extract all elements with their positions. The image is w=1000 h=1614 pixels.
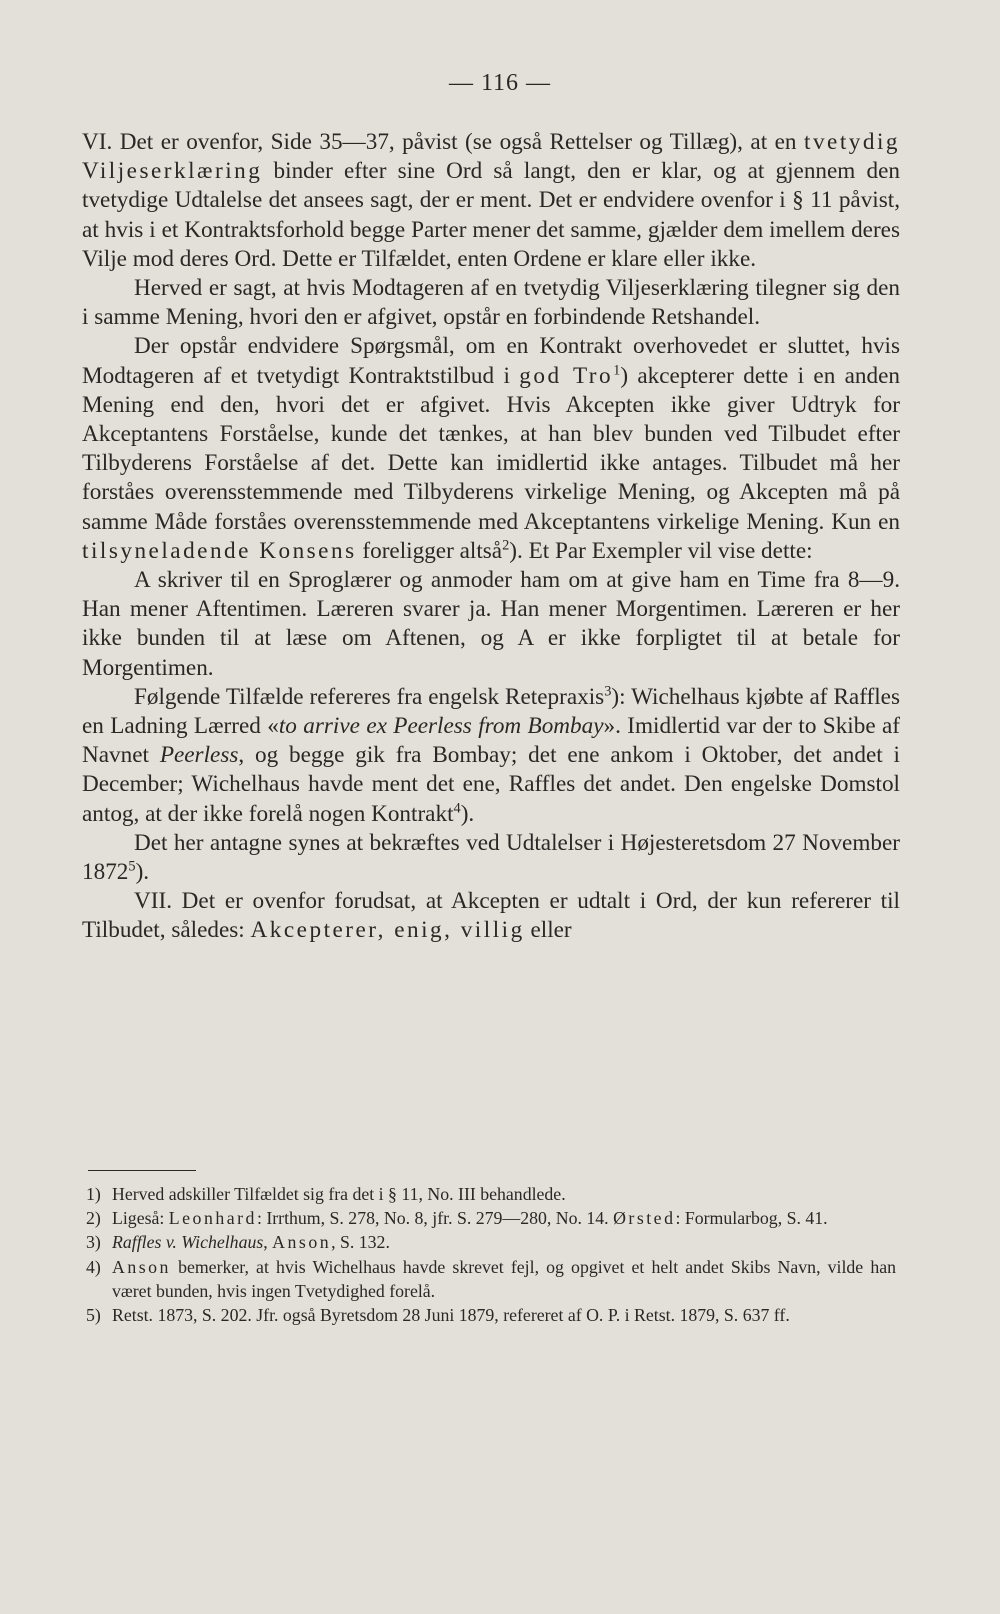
- text-run: , og begge gik fra Bombay; det ene ankom i Oktober, det andet i December; Wichelhaus havde ment det ene, Raffles det andet. Den engelske Domstol antog, at der ikke forelå nogen Kontrakt: [82, 742, 900, 827]
- footnote-ref: 2: [502, 537, 510, 554]
- text-run: Følgende Tilfælde refereres fra engelsk Retepraxis: [134, 683, 605, 710]
- paragraph: [82, 683, 900, 829]
- spaced-text: tvetydig Viljeserklæring: [82, 129, 900, 185]
- text-run: : Irrthum, S. 278, No. 8, jfr. S. 279—280, No. 14.: [256, 1208, 614, 1229]
- footnote-marker: 3): [86, 1232, 101, 1253]
- footnote-marker: 2): [86, 1208, 101, 1229]
- text-run: Ligeså:: [112, 1208, 169, 1229]
- footnote: [86, 1255, 896, 1303]
- spaced-text: Akcepterer, enig, villig: [250, 917, 525, 944]
- text-run: ,: [263, 1232, 273, 1253]
- text-run: binder efter sine Ord så langt, den er klar, og at gjennem den tvetydige Udtalelse det ansees sagt, der er ment. Det er endvidere ovenfor i § 11 påvist, at hvis i et Kontraktsforhold begge Parter mener det samme, gjælder dem imellem deres Vilje mod deres Ord. Dette er Tilfældet, enten Ordene er klare eller ikke.: [82, 158, 900, 272]
- text-run: Der opstår endvidere Spørgsmål, om en Kontrakt overhovedet er sluttet, hvis Modtageren af et tvetydigt Kontraktstilbud i: [82, 333, 900, 389]
- paragraph: [82, 887, 900, 945]
- text-run: Herved er sagt, at hvis Modtageren af en tvetydig Viljeserklæring tilegner sig den i samme Mening, hvori den er afgivet, opstår en forbindende Retshandel.: [82, 275, 900, 331]
- text-run: Retst. 1873, S. 202. Jfr. også Byretsdom 28 Juni 1879, refereret af O. P. i Retst. 1879, S. 637 ff.: [112, 1305, 790, 1326]
- text-run: ).: [135, 859, 150, 886]
- text-run: ) akcepterer dette i en anden Mening end den, hvori det er afgivet. Hvis Akcepten ikke giver Udtryk for Akceptantens Forståelse, kunde det tænkes, at han blev bunden ved Tilbudet efter Tilbyderens Forståelse af det. Dette kan imidlertid ikke antages. Tilbudet må her forståes overensstemmende med Tilbyderens virkelige Mening, og Akcepten må på samme Måde forståes overensstemmende med Akceptantens virkelige Mening. Kun en: [82, 362, 901, 535]
- footnote: [86, 1206, 896, 1230]
- text-run: : Formularbog, S. 41.: [675, 1208, 828, 1229]
- footnotes: [86, 1182, 896, 1327]
- text-run: , S. 132.: [331, 1232, 390, 1253]
- text-run: eller: [524, 917, 572, 944]
- footnote: [86, 1182, 896, 1206]
- text-run: ». Imidlertid var der to Skibe af Navnet: [82, 713, 901, 769]
- text-run: ).: [460, 800, 475, 827]
- text-run: ): Wichelhaus kjøbte af Raffles en Ladning Lærred «: [82, 683, 900, 740]
- footnote-ref: 1: [613, 361, 621, 378]
- footnote-marker: 5): [86, 1305, 101, 1326]
- text-run: A skriver til en Sproglærer og anmoder ham om at give ham en Time fra 8—9. Han mener Aftentimen. Læreren svarer ja. Han mener Morgentimen. Læreren er her ikke bunden til at læse om Aftenen, og A er ikke forpligtet til at betale for Morgentimen.: [82, 567, 900, 681]
- spaced-text: Ørsted: [613, 1208, 676, 1229]
- text-run: bemerker, at hvis Wichelhaus havde skrevet fejl, og opgivet et helt andet Skibs Navn, vilde han været bunden, hvis ingen Tvetydighed forelå.: [112, 1256, 896, 1301]
- text-run: Det her antagne synes at bekræftes ved Udtalelser i Højesteretsdom 27 November 1872: [82, 829, 900, 886]
- spaced-text: god Tro: [519, 362, 614, 389]
- text-run: foreligger altså: [356, 537, 503, 564]
- text-run: VI. Det er ovenfor, Side 35—37, påvist (se også Rettelser og Tillæg), at en: [82, 129, 804, 155]
- spaced-text: Anson: [272, 1232, 332, 1253]
- paragraph: [82, 566, 900, 683]
- footnote-rule: [88, 1170, 196, 1171]
- spaced-text: tilsyneladende Konsens: [82, 537, 357, 564]
- footnote: [86, 1303, 896, 1327]
- paragraph: [82, 332, 900, 566]
- spaced-text: Anson: [112, 1256, 171, 1277]
- italic-text: Raffles v. Wichelhaus: [112, 1232, 264, 1253]
- page-number: — 116 —: [448, 70, 552, 96]
- text-run: ). Et Par Exempler vil vise dette:: [509, 537, 813, 564]
- footnote-marker: 4): [86, 1256, 101, 1277]
- paragraph: [82, 274, 900, 332]
- footnote: [86, 1230, 896, 1254]
- text-run: Herved adskiller Tilfældet sig fra det i § 11, No. III behandlede.: [112, 1184, 566, 1204]
- footnote-ref: 4: [453, 799, 461, 816]
- footnote-ref: 5: [128, 858, 136, 875]
- paragraph: [82, 829, 900, 887]
- paragraph: [82, 128, 900, 274]
- spaced-text: Leonhard: [168, 1208, 257, 1229]
- body-text: [82, 128, 900, 946]
- italic-text: Peerless: [159, 742, 239, 769]
- footnote-ref: 3: [604, 683, 612, 700]
- footnote-marker: 1): [86, 1184, 101, 1204]
- italic-text: to arrive ex Peerless from Bombay: [278, 713, 604, 740]
- text-run: VII. Det er ovenfor forudsat, at Akcepten er udtalt i Ord, der kun refererer til Tilbudet, således:: [82, 888, 900, 944]
